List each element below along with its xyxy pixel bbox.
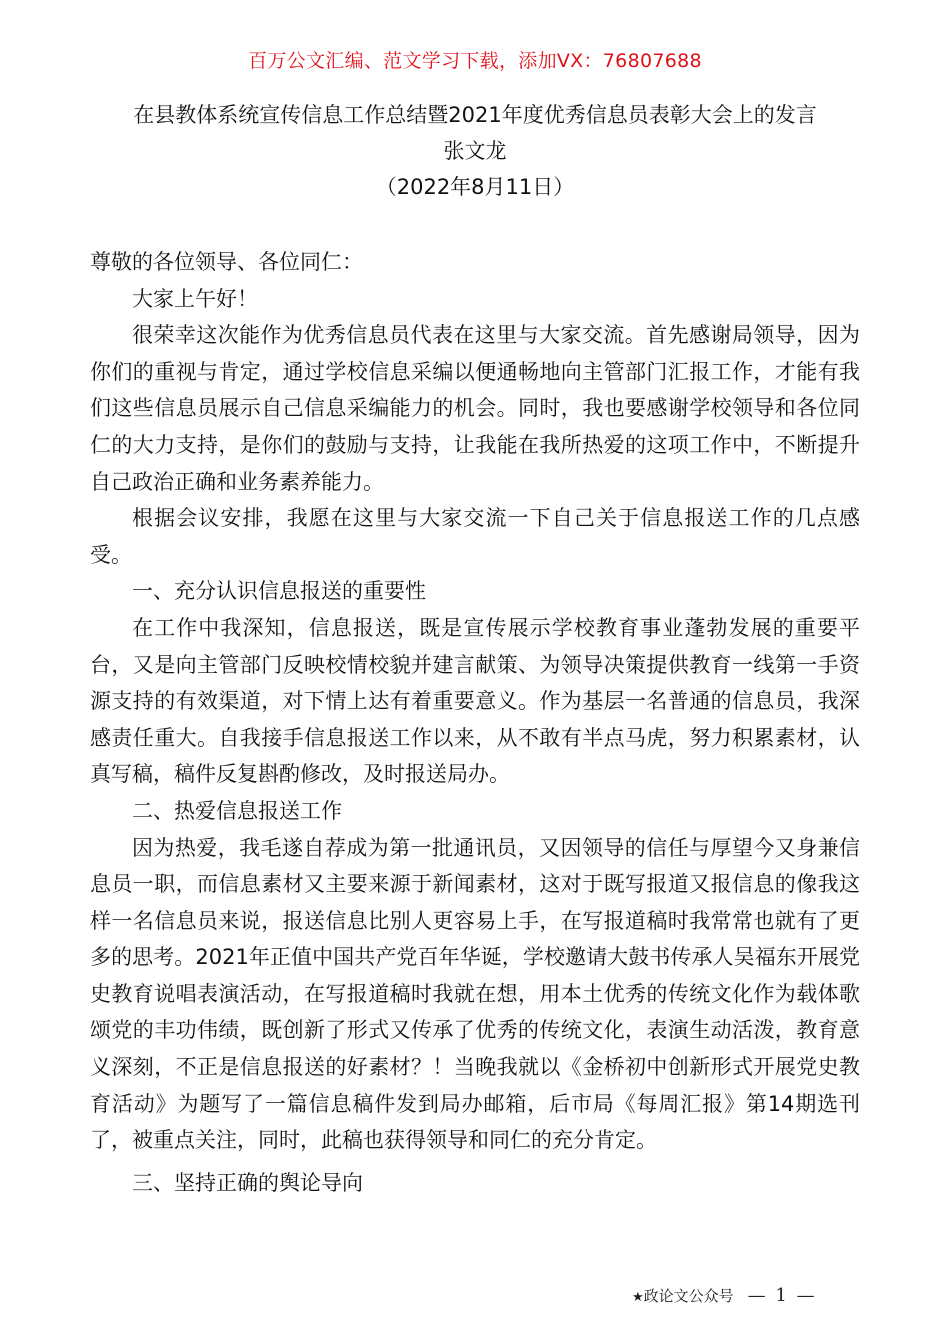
section-heading-1: 一、充分认识信息报送的重要性 [132,579,426,604]
document-header [0,98,950,206]
section-heading-3: 三、坚持正确的舆论导向 [132,1170,363,1195]
document-author: 张文龙 [443,139,507,163]
paragraph-3: 在工作中我深知，信息报送，既是宣传展示学校教育事业蓬勃发展的重要平台，又是向主管部门反映校情校貌并建言献策、为领导决策提供教育一线第一手资源支持的有效渠道，对下情上达有着重要意义。作为基层一名普通的信息员，我深感责任重大。自我接手信息报送工作以来，从不敢有半点马虎，努力积累素材，认真写稿，稿件反复斟酌修改，及时报送局办。 [90,615,860,787]
footer-source: 政论文公众号 [643,1287,734,1305]
document-title: 在县教体系统宣传信息工作总结暨2021年度优秀信息员表彰大会上的发言 [133,103,817,127]
page-footer [632,1285,872,1306]
greeting: 大家上午好！ [132,286,258,311]
section-heading-2: 二、热爱信息报送工作 [132,798,342,823]
page-number: — 1 — [747,1285,817,1306]
document-date: （2022年8月11日） [375,175,575,199]
document-body [90,244,860,1201]
watermark-banner: 百万公文汇编、范文学习下载，添加VX：76807688 [248,50,702,72]
star-icon: ★ [632,1290,644,1305]
salutation: 尊敬的各位领导、各位同仁： [90,250,363,274]
paragraph-2: 根据会议安排，我愿在这里与大家交流一下自己关于信息报送工作的几点感受。 [90,506,860,567]
paragraph-1: 很荣幸这次能作为优秀信息员代表在这里与大家交流。首先感谢局领导，因为你们的重视与肯定，通过学校信息采编以便通畅地向主管部门汇报工作，才能有我们这些信息员展示自己信息采编能力的机会。同时，我也要感谢学校领导和各位同仁的大力支持，是你们的鼓励与支持，让我能在我所热爱的这项工作中，不断提升自己政治正确和业务素养能力。 [90,323,860,494]
paragraph-4: 因为热爱，我毛遂自荐成为第一批通讯员，又因领导的信任与厚望今又身兼信息员一职，而信息素材又主要来源于新闻素材，这对于既写报道又报信息的像我这样一名信息员来说，报送信息比别人更容易上手，在写报道稿时我常常也就有了更多的思考。2021年正值中国共产党百年华诞，学校邀请大鼓书传承人吴福东开展党史教育说唱表演活动，在写报道稿时我就在想，用本土优秀的传统文化作为载体歌颂党的丰功伟绩，既创新了形式又传承了优秀的传统文化，表演生动活泼，教育意义深刻，不正是信息报送的好素材？！当晚我就以《金桥初中创新形式开展党史教育活动》为题写了一篇信息稿件发到局办邮箱，后市局《每周汇报》第14期选刊了，被重点关注，同时，此稿也获得领导和同仁的充分肯定。 [90,835,860,1153]
